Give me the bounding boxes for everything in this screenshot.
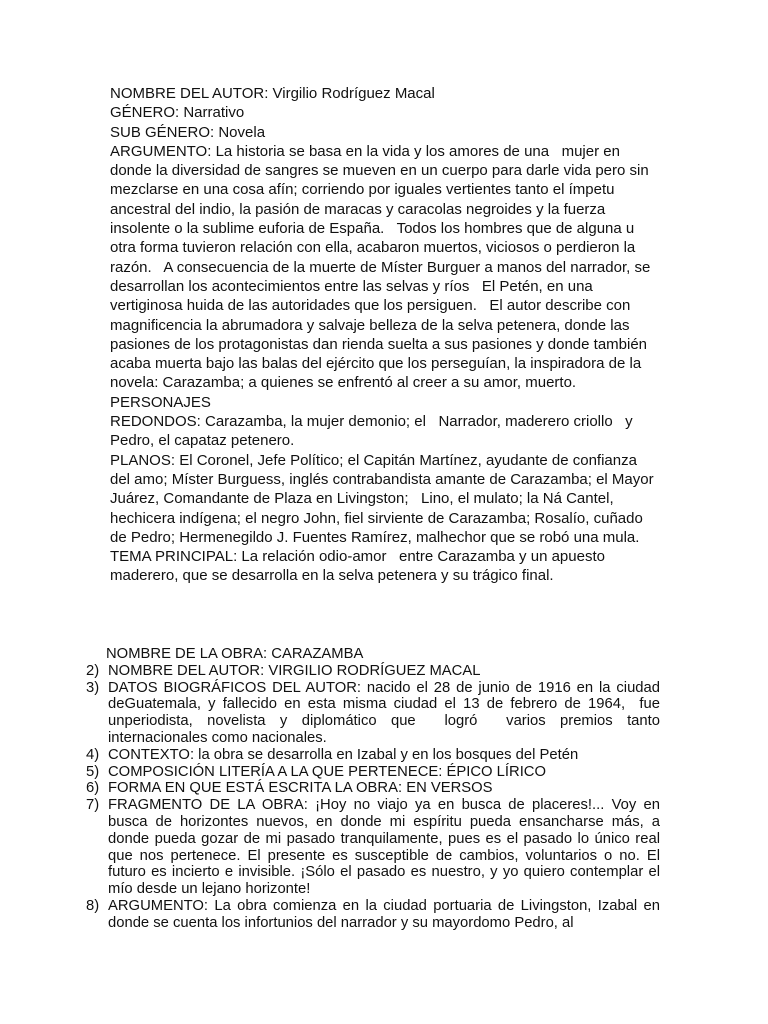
genre-line: GÉNERO: Narrativo [110, 104, 245, 122]
numbered-analysis-section [86, 646, 669, 932]
list-item [86, 797, 665, 898]
item-number: 6) [86, 780, 100, 797]
work-title-line: NOMBRE DE LA OBRA: CARAZAMBA [106, 646, 364, 662]
flat-characters-paragraph: PLANOS: El Coronel, Jefe Político; el Capitán Martínez, ayudante de confianza del amo; Míster Burguess, inglés contrabandista amante de Carazamba; el Mayor Juárez, Comandante de Plaza en Livingston; Lino, el mulato; la Ná Cantel, hechicera indígena; el negro John, fiel sirviente de Carazamba; Rosalío, cuñado de Pedro; Hermenegildo J. Fuentes Ramírez, malhechor que se robó una mula. [110, 451, 658, 546]
item-text: FRAGMENTO DE LA OBRA: ¡Hoy no viajo ya en busca de placeres!... Voy en busca de horizontes nuevos, en donde mi espíritu pueda ensancharse más, a donde pueda gozar de mi pasado tranquilamente, pues es el pasado lo único real que nos pertenece. El presente es susceptible de cambios, voluntarios o no. El futuro es incierto e invisible. ¡Sólo el pasado es nuestro, y yo quiero contemplar el mío desde un lejano horizonte! [108, 797, 665, 898]
book-report-section [110, 84, 658, 586]
item-number: 5) [86, 763, 100, 780]
item-number: 8) [86, 897, 100, 914]
list-item [86, 780, 660, 797]
list-item [86, 663, 660, 680]
list-item [86, 897, 665, 932]
main-theme-paragraph: TEMA PRINCIPAL: La relación odio-amor entre Carazamba y un apuesto maderero, que se desarrolla en la selva petenera y su trágico final. [110, 548, 610, 585]
subgenre-line: SUB GÉNERO: Novela [110, 123, 266, 141]
list-item [86, 679, 669, 747]
author-line: NOMBRE DEL AUTOR: Virgilio Rodríguez Macal [110, 85, 435, 102]
item-text: NOMBRE DEL AUTOR: VIRGILIO RODRÍGUEZ MACAL [108, 662, 481, 679]
list-item [86, 764, 660, 781]
argument-paragraph: ARGUMENTO: La historia se basa en la vida y los amores de una mujer en donde la diversidad de sangres se mueven en un cuerpo para darle vida pero sin mezclarse en una cosa afín; corriendo por iguales vertientes tanto el ímpetu ancestral del indio, la pasión de maracas y caracolas negroides y la fuerza insolente o la sublime euforia de España. Todos los hombres que de alguna u otra forma tuvieron relación con ella, acabaron muertos, viciosos o perdieron la razón. A consecuencia de la muerte de Míster Burguer a manos del narrador, se desarrollan los acontecimientos entre las selvas y ríos El Petén, en una vertiginosa huida de las autoridades que los persiguen. El autor describe con magnificencia la abrumadora y salvaje belleza de la selva petenera, donde las pasiones de los protagonistas dan rienda suelta a sus pasiones y donde también acaba muerta bajo las balas del ejército que los perseguían, la inspiradora de la novela: Carazamba; a quienes se enfrentó al creer a su amor, muerto. [110, 142, 655, 392]
item-number: 2) [86, 662, 100, 679]
item-text: CONTEXTO: la obra se desarrolla en Izabal y en los bosques del Petén [108, 746, 579, 763]
item-text: DATOS BIOGRÁFICOS DEL AUTOR: nacido el 28 de junio de 1916 en la ciudad deGuatemala, y fallecido en esta misma ciudad el 13 de febrero de 1964, fue unperiodista, novelista y diplomático que logró varios premios tanto internacionales como nacionales. [108, 679, 669, 746]
list-item [86, 747, 660, 764]
item-number: 7) [86, 797, 100, 814]
item-number: 3) [86, 679, 100, 696]
item-text: COMPOSICIÓN LITERÍA A LA QUE PERTENECE: ÉPICO LÍRICO [108, 763, 546, 780]
characters-heading: PERSONAJES [110, 393, 211, 411]
item-text: ARGUMENTO: La obra comienza en la ciudad portuaria de Livingston, Izabal en donde se cuenta los infortunios del narrador y su mayordomo Pedro, al [108, 897, 665, 931]
item-number: 4) [86, 746, 100, 763]
item-text: FORMA EN QUE ESTÁ ESCRITA LA OBRA: EN VERSOS [108, 780, 493, 797]
round-characters-paragraph: REDONDOS: Carazamba, la mujer demonio; el Narrador, maderero criollo y Pedro, el capataz petenero. [110, 413, 637, 450]
